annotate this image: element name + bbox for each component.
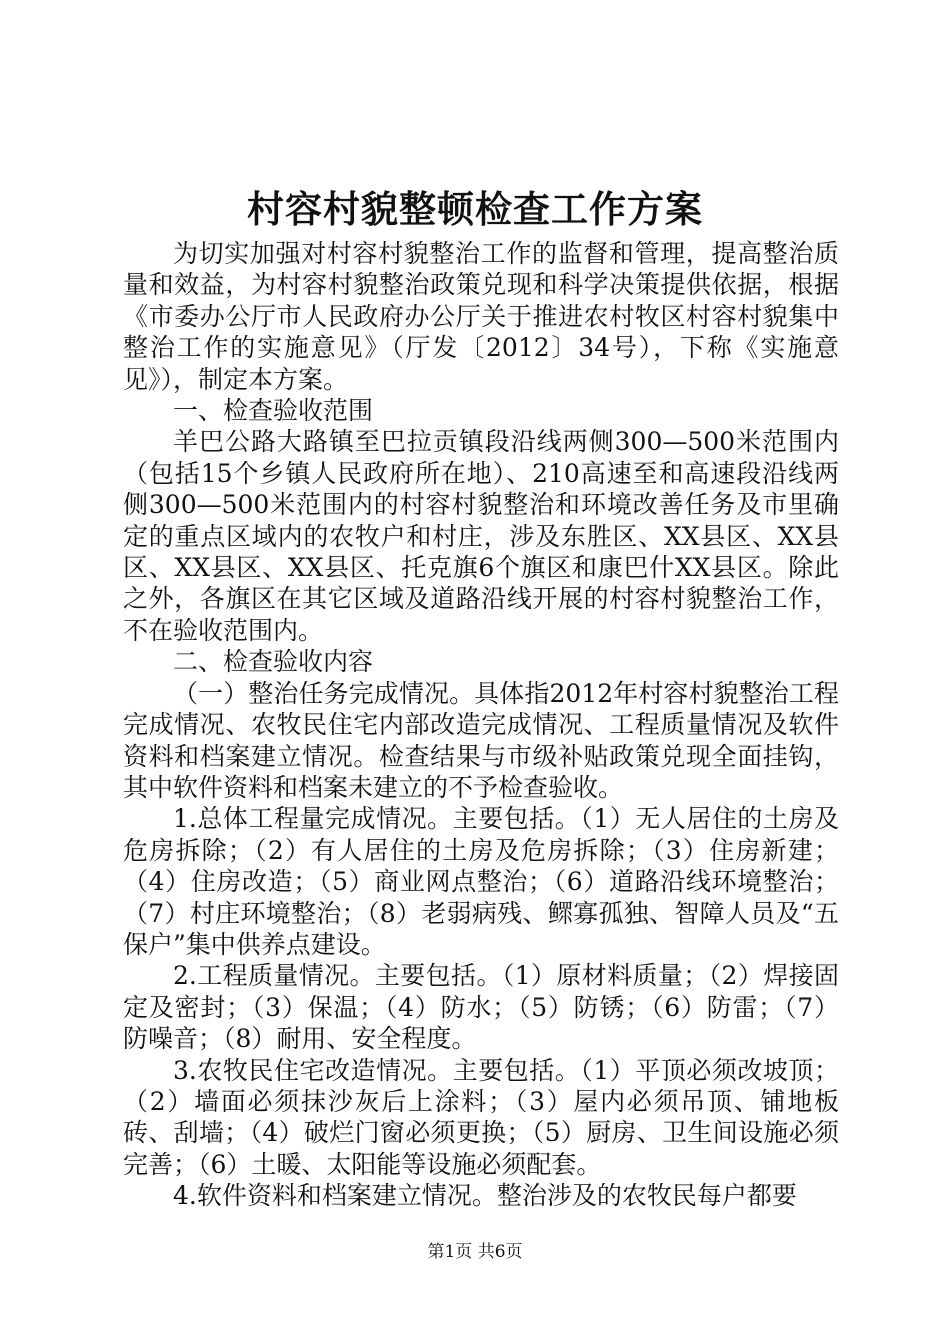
document-body <box>123 238 839 1212</box>
paragraph-intro: 为切实加强对村容村貌整治工作的监督和管理，提高整治质量和效益，为村容村貌整治政策兑现和科学决策提供依据，根据《市委办公厅市人民政府办公厅关于推进农村牧区村容村貌集中整治工作的实施意见》（厅发〔2012〕34号），下称《实施意见》），制定本方案。 <box>123 239 839 394</box>
document-title: 村容村貌整顿检查工作方案 <box>247 187 703 231</box>
paragraph-item-4: 4.软件资料和档案建立情况。整治涉及的农牧民每户都要 <box>173 1181 797 1211</box>
paragraph-scope: 羊巴公路大路镇至巴拉贡镇段沿线两侧300—500米范围内（包括15个乡镇人民政府所在地）、210高速至和高速段沿线两侧300—500米范围内的村容村貌整治和环境改善任务及市里确定的重点区域内的农牧户和村庄，涉及东胜区、XX县区、XX县区、XX县区、XX县区、托克旗6个旗区和康巴什XX县区。除此之外，各旗区在其它区域及道路沿线开展的村容村貌整治工作，不在验收范围内。 <box>123 427 839 645</box>
section-heading-content: 二、检查验收内容 <box>173 647 374 677</box>
page-number-footer: 第1页 共6页 <box>427 1242 523 1262</box>
section-heading-scope: 一、检查验收范围 <box>173 396 374 426</box>
paragraph-item-1: 1.总体工程量完成情况。主要包括。（1）无人居住的土房及危房拆除；（2）有人居住的土房及危房拆除；（3）住房新建；（4）住房改造；（5）商业网点整治；（6）道路沿线环境整治；（7）村庄环境整治；（8）老弱病残、鳏寡孤独、智障人员及“五保户”集中供养点建设。 <box>123 804 839 959</box>
paragraph-item-2: 2.工程质量情况。主要包括。（1）原材料质量；（2）焊接固定及密封；（3）保温；（4）防水；（5）防锈；（6）防雷；（7）防噪音；（8）耐用、安全程度。 <box>123 961 839 1054</box>
paragraph-item-3: 3.农牧民住宅改造情况。主要包括。（1）平顶必须改坡顶；（2）墙面必须抹沙灰后上涂料；（3）屋内必须吊顶、铺地板砖、刮墙；（4）破烂门窗必须更换；（5）厨房、卫生间设施必须完善；（6）土暖、太阳能等设施必须配套。 <box>123 1055 839 1179</box>
paragraph-task-completion: （一）整治任务完成情况。具体指2012年村容村貌整治工程完成情况、农牧民住宅内部改造完成情况、工程质量情况及软件资料和档案建立情况。检查结果与市级补贴政策兑现全面挂钩，其中软件资料和档案未建立的不予检查验收。 <box>123 678 839 802</box>
